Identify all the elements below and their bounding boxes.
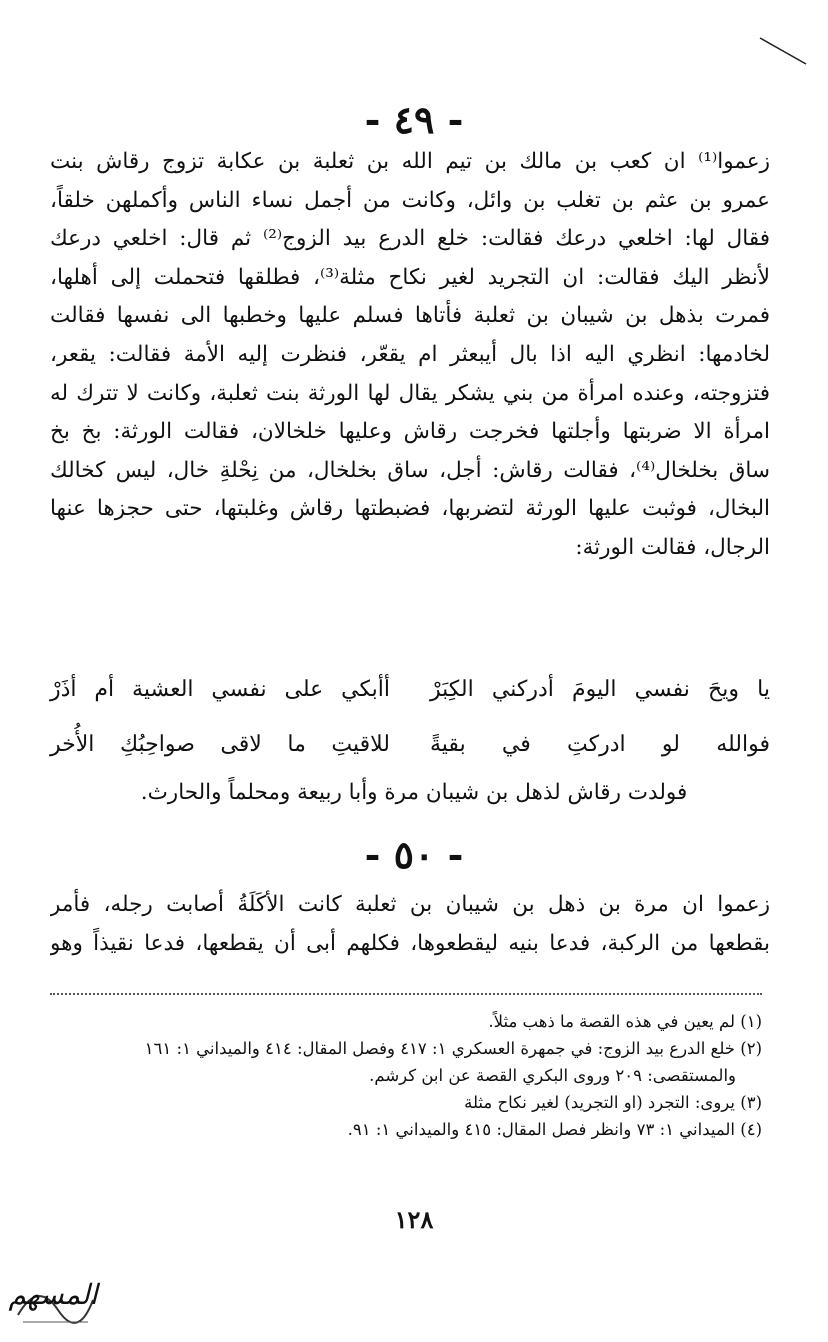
text-line: زعموا⁽¹⁾ ان كعب بن مالك بن تيم الله بن ثعلبة بن عكابة تزوج رقاش بنت (50, 149, 770, 174)
text-line: زعموا ان مرة بن ذهل بن شيبان بن ثعلبة كانت الأكَلَةُ أصابت رجله، فأمر (50, 892, 770, 917)
text-line: عمرو بن عثم بن تغلب بن وائل، وكانت من أجمل نساء الناس وأكملهن خلقاً، (50, 187, 770, 213)
section-50-body (50, 886, 770, 963)
text-line: لخادمها: انظري اليه اذا بال أيبعثر ام يقعّر، فنظرت إليه الأمة فقالت: يقعر، (50, 341, 770, 367)
text-line: فقال لها: اخلعي درعك فقالت: خلع الدرع بيد الزوج⁽²⁾ ثم قال: اخلعي درعك (50, 226, 770, 252)
poem (50, 662, 770, 772)
footnote: (١) لم يعين في هذه القصة ما ذهب مثلاً. (488, 1012, 762, 1031)
text-line: لأنظر اليك فقالت: ان التجريد لغير نكاح مثلة⁽³⁾، فطلقها فتحملت إلى أهلها، (50, 264, 770, 290)
section-number-50: - ٥٠ - (364, 832, 464, 877)
verse-2 (50, 717, 770, 772)
text-line: الرجال، فقالت الورثة: (575, 534, 770, 560)
text-line: فتزوجته، وعنده امرأة من بني يشكر يقال لها الورثة بنت ثعلبة، وكانت لا تترك له (50, 380, 770, 406)
verse-1 (50, 662, 770, 717)
section-49-body (50, 143, 770, 568)
verse-second-hemistich: للاقيتِ ما لاقى صواحِبُكِ الأُخر (50, 732, 390, 757)
page-number: ١٢٨ (394, 1205, 434, 1234)
footnote: (٤) الميداني ١: ٧٣ وانظر فصل المقال: ٤١٥ والميداني ١: ٩١. (347, 1120, 762, 1139)
verse-first-hemistich: يا ويحَ نفسي اليومَ أدركني الكِبَرْ (430, 677, 770, 702)
footnote: (٢) خلع الدرع بيد الزوج: في جمهرة العسكري ١: ٤١٧ وفصل المقال: ٤١٤ والميداني ١: ١٦١ (144, 1039, 762, 1058)
verse-first-hemistich: فوالله لو ادركتِ في بقيةً (430, 732, 770, 757)
stamp-text: المسهم (8, 1278, 98, 1311)
corner-scan-mark (758, 30, 808, 70)
text-line: بقطعها من الركبة، فدعا بنيه ليقطعوها، فكلهم أبى أن يقطعها، فدعا نقيذاً وهو (50, 930, 770, 956)
verse-second-hemistich: أأبكي على نفسي العشية أم أذَرْ (50, 677, 390, 702)
footnote-divider (50, 993, 762, 995)
text-line: امرأة الا ضربتها وأجلتها فخرجت رقاش وعليها خلخالان، فقالت الورثة: بخ بخ (50, 419, 770, 445)
section-number-49: - ٤٩ - (364, 97, 464, 142)
text-line: فمرت بذهل بن شيبان بن ثعلبة فأتاها فسلم عليها وخطبها الى نفسها فقالت (50, 303, 770, 329)
footnote: (٣) يروى: التجرد (او التجريد) لغير نكاح مثلة (464, 1093, 762, 1112)
closing-line: فولدت رقاش لذهل بن شيبان مرة وأبا ربيعة ومحلماً والحارث. (140, 780, 688, 805)
text-line: ساق بخلخال⁽⁴⁾، فقالت رقاش: أجل، ساق بخلخال، من نِحْلةِ خال، ليس كخالك (50, 457, 770, 483)
footnote-continuation: والمستقصى: ٢٠٩ وروى البكري القصة عن ابن كرشم. (369, 1066, 736, 1085)
footnotes (50, 1008, 762, 1143)
text-line: البخال، فوثبت عليها الورثة لتضربها، فضبطتها رقاش وغلبتها، حتى حجزها عنها (50, 496, 770, 522)
